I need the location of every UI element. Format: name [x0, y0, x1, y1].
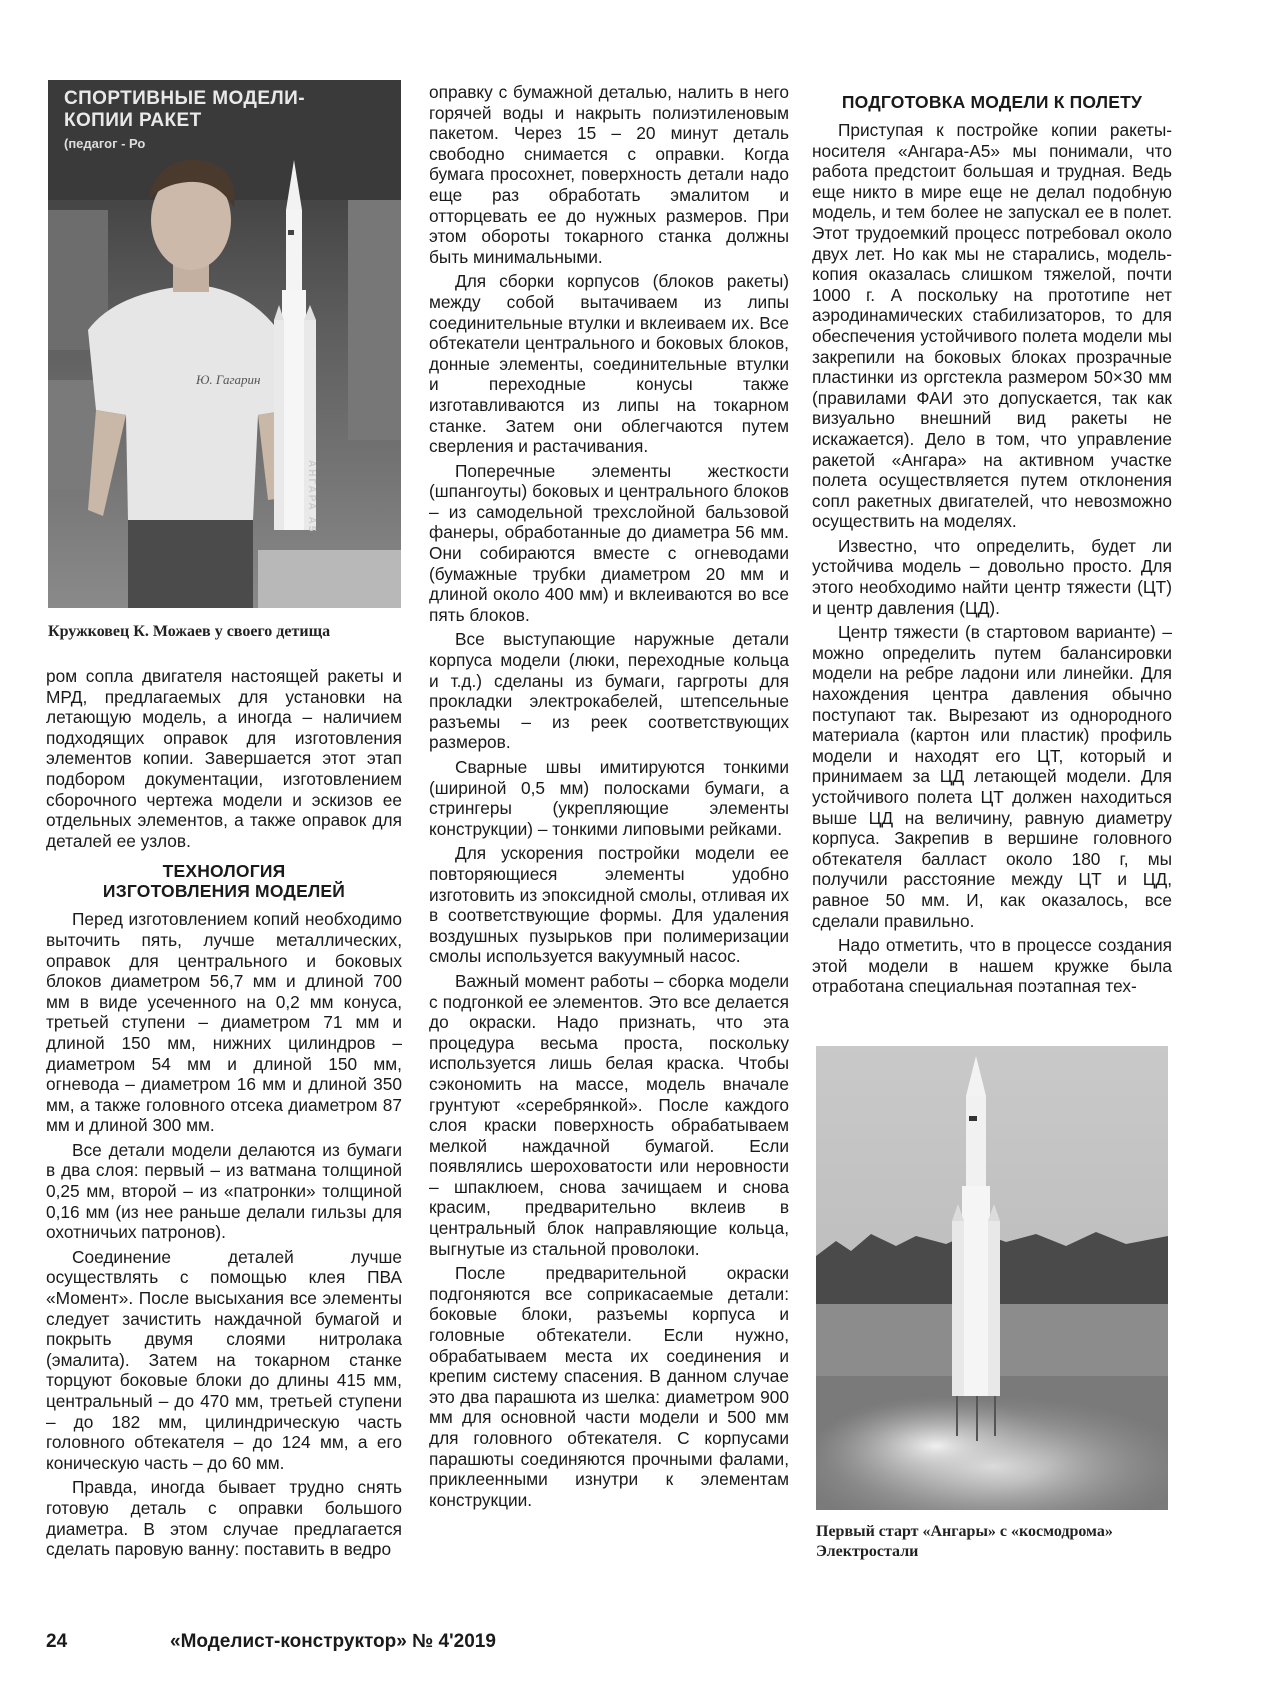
heading-line: ИЗГОТОВЛЕНИЯ МОДЕЛЕЙ [102, 881, 346, 902]
paragraph: Все выступающие наружные детали корпуса модели (люки, переходные кольца и т.д.) сделаны из бумаги, гаргроты для прокладки электрокабелей, штепсельные разъемы – из реек соответствующих размеров. [429, 629, 789, 753]
paragraph: Поперечные элементы жесткости (шпангоуты) боковых и центрального блоков – из самодельной трехслойной бальзовой фанеры, обработанные до диаметра 56 мм. Они собираются вместе с огневодами (бумажные трубки диаметром 20 мм и длиной около 400 мм) и вклеиваются во все пять блоков. [429, 460, 789, 625]
poster-title: СПОРТИВНЫЕ МОДЕЛИ-КОПИИ РАКЕТ [64, 88, 305, 131]
student-photo-caption: Кружковец К. Можаев у своего детища [48, 623, 331, 640]
poster-subtitle: (педагог - Ро [64, 136, 146, 151]
column-1 [46, 666, 402, 1564]
paragraph: Соединение деталей лучше осуществлять с помощью клея ПВА «Момент». После высыхания все элементы следует зачистить наждачной бумагой и покрыть двумя слоями нитролака (эмалита). Затем на токарном станке торцуют боковые блоки до длины 415 мм, центральный – до 470 мм, третьей ступени – до 182 мм, цилиндрическую часть головного обтекателя – до 124 мм, а его коническую часть – до 60 мм. [46, 1246, 402, 1473]
paragraph: Правда, иногда бывает трудно снять готовую деталь с оправки большого диаметра. В этом случае предлагается сделать паровую ванну: поставить в ведро [46, 1477, 402, 1560]
paragraph: Для сборки корпусов (блоков ракеты) между собой вытачиваем из липы соединительные втулки и вклеиваем их. Все обтекатели центрального и боковых блоков, донные элементы, соединительные втулки и переходные конусы также изготавливаются из липы на токарном станке. Затем они облегчаются путем сверления и растачивания. [429, 271, 789, 457]
paragraph: Надо отметить, что в процессе создания этой модели в нашем кружке была отработана специальная поэтапная тех- [812, 935, 1172, 997]
column-3 [812, 92, 1172, 1001]
rocket-label: АНГАРА А5 [306, 460, 317, 534]
page-number: 24 [46, 1631, 68, 1652]
journal-title: «Моделист-конструктор» № 4'2019 [170, 1631, 496, 1652]
paragraph: Перед изготовлением копий необходимо выточить пять, лучше металлических, оправок для центрального и боковых блоков диаметром 56,7 мм и длиной 700 мм в виде усеченного на 0,2 мм конуса, третьей ступени – диаметром 71 мм и длиной 150 мм, нижних цилиндров – диаметром 54 мм и длиной 150 мм, огневода – диаметром 16 мм и длиной 350 мм, а также головного отсека диаметром 87 мм и длиной 300 мм. [46, 909, 402, 1136]
heading-line: ТЕХНОЛОГИЯ [162, 861, 286, 882]
paragraph: После предварительной окраски подгоняются все соприкасаемые детали: боковые блоки, разъемы корпуса и головные обтекатели. Если нужно, обрабатываем места их соединения и крепим систему спасения. В данном случае это два парашюта из шелка: диаметром 900 мм для основной части модели и 500 мм для головного обтекателя. С корпусами парашюты соединяются прочными фалами, приклеенными изнутри к элементам конструкции. [429, 1263, 789, 1510]
paragraph: Важный момент работы – сборка модели с подгонкой ее элементов. Это все делается до окраски. Надо признать, что эта процедура весьма проста, поскольку используется лишь белая краска. Чтобы сэкономить на массе, модель вначале грунтуют «серебрянкой». После каждого слоя краски поверхность обрабатываем мелкой наждачной бумагой. Если появлялись шероховатости или неровности – шпаклюем, снова зачищаем и снова красим, предварительно вклеив в центральный блок направляющие кольца, выгнутые из стальной проволоки. [429, 970, 789, 1259]
student-photo-illustration [48, 80, 401, 608]
launch-photo-illustration [816, 1046, 1168, 1510]
paragraph: Сварные швы имитируются тонкими (шириной 0,5 мм) полосками бумаги, а стрингеры (укрепляющие элементы конструкции) – тонкими липовыми рейками. [429, 757, 789, 839]
section-heading-preparation: ПОДГОТОВКА МОДЕЛИ К ПОЛЕТУ [841, 92, 1143, 112]
column-2 [429, 82, 789, 1514]
launch-photo-caption: Первый старт «Ангары» с «космодрома» Электростали [816, 1523, 1113, 1560]
paragraph: Известно, что определить, будет ли устойчива модель – довольно просто. Для этого необходимо найти центр тяжести (ЦТ) и центр давления (ЦД). [812, 535, 1172, 618]
paragraph: Все детали модели делаются из бумаги в два слоя: первый – из ватмана толщиной 0,25 мм, второй – из «патронки» толщиной 0,16 мм (из нее раньше делали гильзы для охотничьих патронов). [46, 1139, 402, 1243]
tshirt-text: Ю. Гагарин [196, 372, 261, 387]
paragraph: Центр тяжести (в стартовом варианте) – можно определить путем балансировки модели на ребре ладони или линейки. Для нахождения центра давления обычно поступают так. Вырезают из однородного материала (картон или пластик) профиль модели и находят его ЦТ, который и принимаем за ЦД летающей модели. Для устойчивого полета ЦТ должен находиться выше ЦД на величину, равную диаметру корпуса. Закрепив в вершине головного обтекателя балласт около 180 г, мы получили расстояние между ЦТ и ЦД, равное 50 мм. И, как оказалось, все сделали правильно. [812, 622, 1172, 931]
paragraph: ром сопла двигателя настоящей ракеты и МРД, предлагаемых для установки на летающую модель, а иногда – наличием подходящих оправок для изготовления элементов копии. Завершается этот этап подбором документации, изготовлением сборочного чертежа модели и эскизов ее отдельных элементов, а также оправок для деталей ее узлов. [46, 666, 402, 851]
paragraph: Приступая к постройке копии ракеты-носителя «Ангара-А5» мы понимали, что работа предстоит большая и трудная. Ведь еще никто в мире еще не делал подобную модель, и тем более не запускал ее в полет. Этот трудоемкий процесс потребовал около двух лет. Но как мы не старались, модель-копия оказалась слишком тяжелой, почти 1000 г. А поскольку на прототипе нет аэродинамических стабилизаторов, то для обеспечения устойчивого полета модели мы закрепили на боковых блоках прозрачные пластинки из оргстекла размером 50×30 мм (правилами ФАИ это допускается, так как визуально внешний вид ракеты не искажается). Дело в том, что управление ракетой «Ангара» на активном участке полета осуществляется путем отклонения сопл ракетных двигателей, что невозможно осуществить на моделях. [812, 120, 1172, 532]
paragraph: оправку с бумажной деталью, налить в него горячей воды и накрыть полиэтиленовым пакетом. Через 15 – 20 минут деталь свободно снимается с оправки. Когда бумага просохнет, поверхность детали надо еще раз обработать эмалитом и отторцевать ее до нужных размеров. При этом обороты токарного станка должны быть минимальными. [429, 82, 789, 267]
student-photo [48, 80, 401, 608]
paragraph: Для ускорения постройки модели ее повторяющиеся элементы удобно изготовить из эпоксидной смолы, отливая их в соответствующие формы. Для удаления воздушных пузырьков при полимеризации смолы используется вакуумный насос. [429, 843, 789, 967]
section-heading-technology [46, 861, 402, 901]
launch-photo [816, 1046, 1168, 1510]
